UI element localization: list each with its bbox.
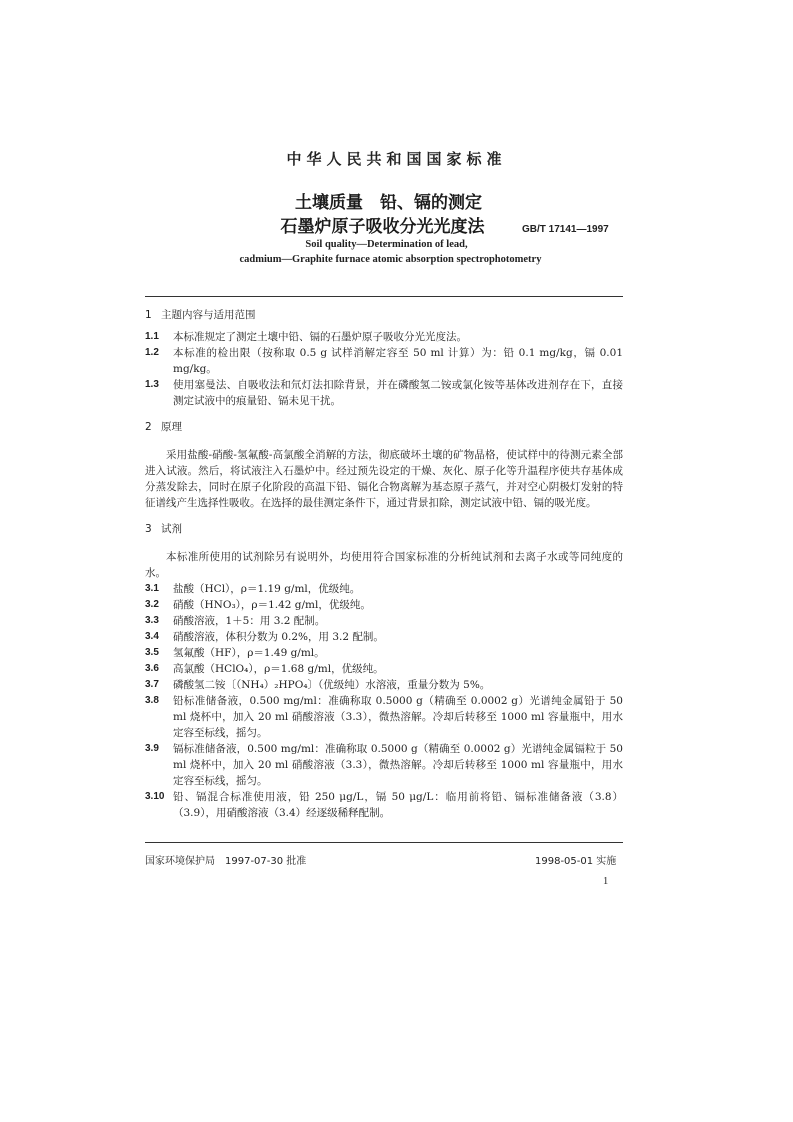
implementation-date: 1998-05-01 实施 (535, 856, 617, 867)
page-number: 1 (603, 876, 609, 887)
clause-number: 3.1 (145, 583, 159, 594)
clause-3-8 (145, 693, 623, 741)
clause-text: 本标准的检出限（按称取 0.5 g 试样消解定容至 50 ml 计算）为：铅 0.1 mg/kg，镉 0.01 mg/kg。 (173, 347, 623, 375)
standard-type-heading: 中华人民共和国国家标准 (286, 150, 507, 168)
clause-3-2 (145, 597, 623, 613)
clause-1-3 (145, 377, 623, 409)
approval-info: 国家环境保护局 1997-07-30 批准 (145, 856, 307, 867)
clause-text: 盐酸（HCl），ρ＝1.19 g/ml，优级纯。 (173, 583, 361, 595)
clause-number: 3.8 (145, 695, 159, 706)
clause-number: 3.9 (145, 743, 159, 754)
clause-number: 3.4 (145, 631, 159, 642)
principle-paragraph: 采用盐酸-硝酸-氢氟酸-高氯酸全消解的方法，彻底破坏土壤的矿物晶格，使试样中的待测元素全部进入试液。然后，将试液注入石墨炉中。经过预先设定的干燥、灰化、原子化等升温程序使共存基体成分蒸发除去，同时在原子化阶段的高温下铅、镉化合物离解为基态原子蒸气，并对空心阴极灯发射的特征谱线产生选择性吸收。在选择的最佳测定条件下，通过背景扣除，测定试液中铅、镉的吸光度。 (145, 449, 623, 509)
clause-text: 磷酸氢二铵〔（NH₄）₂HPO₄〕（优级纯）水溶液，重量分数为 5%。 (173, 679, 491, 691)
clause-3-5 (145, 645, 623, 661)
clause-text: 本标准规定了测定土壤中铅、镉的石墨炉原子吸收分光光度法。 (173, 331, 467, 343)
clause-text: 硝酸溶液，1＋5：用 3.2 配制。 (173, 615, 326, 627)
clause-text: 硝酸溶液，体积分数为 0.2%，用 3.2 配制。 (173, 631, 384, 643)
clause-1-2 (145, 345, 623, 377)
document-body (145, 307, 623, 821)
section-heading-1 (145, 307, 623, 323)
clause-3-4 (145, 629, 623, 645)
clause-text: 使用塞曼法、自吸收法和氘灯法扣除背景，并在磷酸氢二铵或氯化铵等基体改进剂存在下，直接测定试液中的痕量铅、镉未见干扰。 (173, 379, 623, 407)
standard-code: GB/T 17141—1997 (522, 224, 609, 235)
clause-number: 1.2 (145, 347, 159, 358)
section-heading-3 (145, 521, 623, 537)
section-title: 主题内容与适用范围 (161, 309, 256, 321)
section-title: 试剂 (161, 523, 182, 535)
clause-number: 3.3 (145, 615, 159, 626)
clause-3-6 (145, 661, 623, 677)
reagents-intro: 本标准所使用的试剂除另有说明外，均使用符合国家标准的分析纯试剂和去离子水或等同纯度的水。 (145, 551, 623, 579)
document-title-line2: 石墨炉原子吸收分光光度法 (280, 217, 485, 237)
clause-3-10 (145, 789, 623, 821)
english-title-line1: Soil quality—Determination of lead, (305, 239, 468, 250)
section-title: 原理 (161, 421, 182, 433)
clause-3-3 (145, 613, 623, 629)
document-title-line1: 土壤质量 铅、镉的测定 (295, 193, 482, 213)
clause-3-7 (145, 677, 623, 693)
clause-text: 铅标准储备液，0.500 mg/ml：准确称取 0.5000 g（精确至 0.0002 g）光谱纯金属铅于 50 ml 烧杯中，加入 20 ml 硝酸溶液（3.3），微热溶解。冷却后转移至 1000 ml 容量瓶中，用水定容至标线，摇匀。 (173, 695, 623, 739)
clause-3-9 (145, 741, 623, 789)
clause-1-1 (145, 329, 623, 345)
clause-text: 镉标准储备液，0.500 mg/ml：准确称取 0.5000 g（精确至 0.0002 g）光谱纯金属镉粒于 50 ml 烧杯中，加入 20 ml 硝酸溶液（3.3），微热溶解。冷却后转移至 1000 ml 容量瓶中，用水定容至标线，摇匀。 (173, 743, 623, 787)
clause-number: 1.3 (145, 379, 159, 390)
clause-number: 3.2 (145, 599, 159, 610)
english-title-line2: cadmium—Graphite furnace atomic absorption spectrophotometry (239, 254, 542, 265)
section-number: 3 (145, 523, 152, 535)
clause-text: 氢氟酸（HF），ρ＝1.49 g/ml。 (173, 647, 325, 659)
clause-number: 1.1 (145, 331, 159, 342)
clause-text: 高氯酸（HClO₄），ρ＝1.68 g/ml，优级纯。 (173, 663, 384, 675)
section-number: 1 (145, 309, 152, 321)
section-number: 2 (145, 421, 152, 433)
clause-number: 3.10 (145, 791, 165, 802)
clause-3-1 (145, 581, 623, 597)
clause-text: 铅、镉混合标准使用液，铅 250 μg/L，镉 50 μg/L：临用前将铅、镉标准储备液（3.8）（3.9），用硝酸溶液（3.4）经逐级稀释配制。 (173, 791, 623, 819)
section-heading-2 (145, 419, 623, 435)
clause-text: 硝酸（HNO₃），ρ＝1.42 g/ml，优级纯。 (173, 599, 371, 611)
header-divider (145, 296, 623, 297)
clause-number: 3.6 (145, 663, 159, 674)
clause-number: 3.5 (145, 647, 159, 658)
footer-divider (145, 842, 623, 843)
clause-number: 3.7 (145, 679, 159, 690)
